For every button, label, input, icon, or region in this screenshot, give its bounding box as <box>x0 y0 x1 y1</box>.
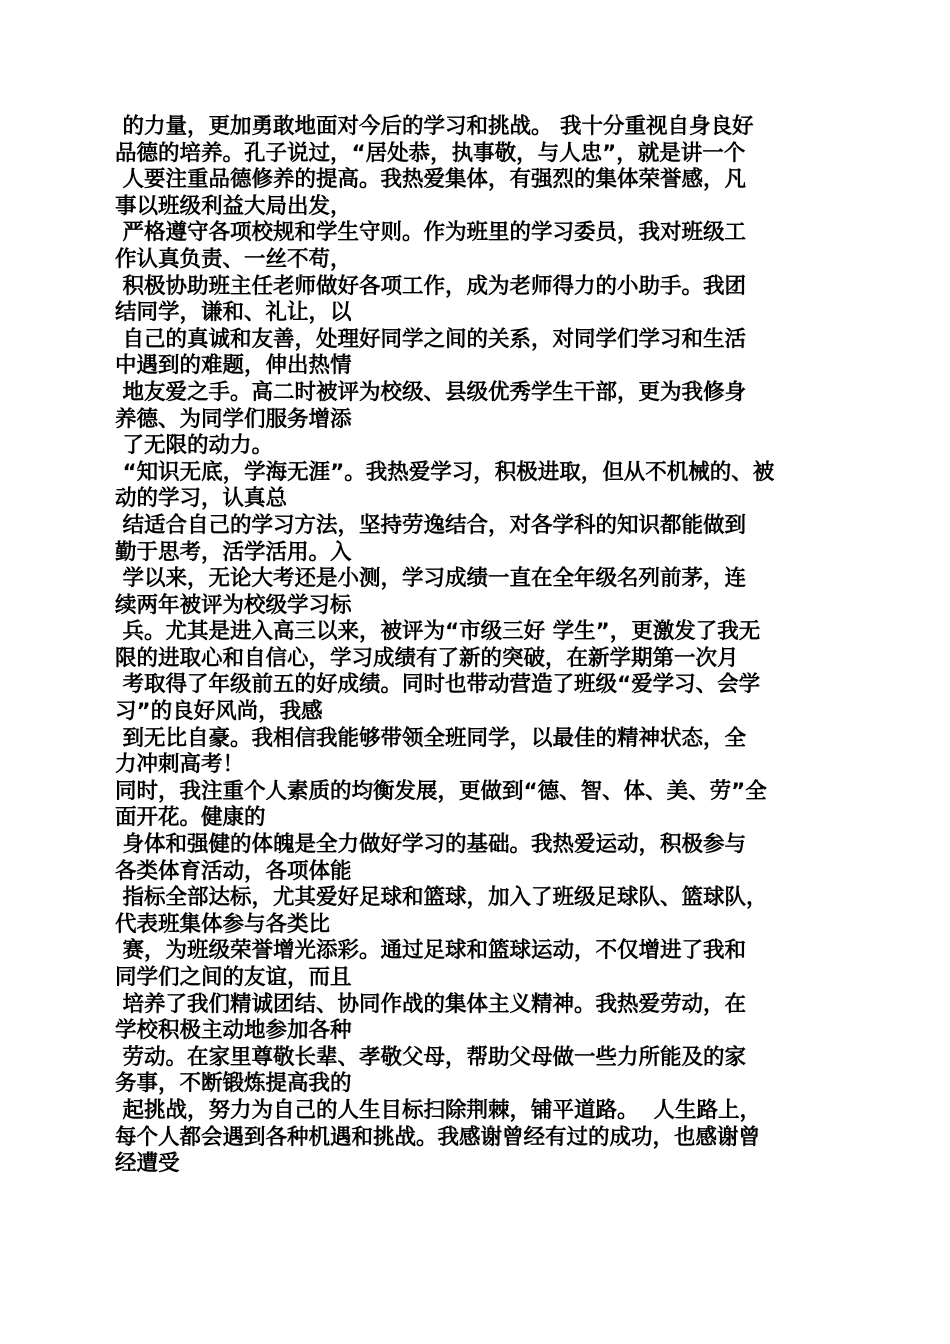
text-line: 到无比自豪。我相信我能够带领全班同学，以最佳的精神状态，全 <box>115 725 746 751</box>
body-text <box>115 114 835 1178</box>
text-line: 养德、为同学们服务增添 <box>115 406 352 432</box>
text-line: 积极协助班主任老师做好各项工作，成为老师得力的小助手。我团 <box>115 273 746 299</box>
text-line: 劳动。在家里尊敬长辈、孝敬父母，帮助父母做一些力所能及的家 <box>115 1044 746 1070</box>
text-line: 学校积极主动地参加各种 <box>115 1018 352 1044</box>
text-line: 地友爱之手。高二时被评为校级、县级优秀学生干部，更为我修身 <box>115 379 746 405</box>
text-line: 赛，为班级荣誉增光添彩。通过足球和篮球运动，不仅增进了我和 <box>115 938 746 964</box>
text-line: 起挑战，努力为自己的人生目标扫除荆棘，铺平道路。 人生路上， <box>115 1097 761 1123</box>
text-line: 兵。尤其是进入高三以来，被评为“市级三好 学生”，更激发了我无 <box>115 619 761 645</box>
text-line: 品德的培养。孔子说过，“居处恭，执事敬，与人忠”，就是讲一个 <box>115 140 746 166</box>
text-line: 勤于思考，活学活用。入 <box>115 539 352 565</box>
text-line: “知识无底，学海无涯”。我热爱学习，积极进取，但从不机械的、被 <box>115 459 775 485</box>
text-line: 严格遵守各项校规和学生守则。作为班里的学习委员，我对班级工 <box>115 220 746 246</box>
text-line: 面开花。健康的 <box>115 805 266 831</box>
text-line: 培养了我们精诚团结、协同作战的集体主义精神。我热爱劳动，在 <box>115 991 746 1017</box>
text-line: 动的学习，认真总 <box>115 486 288 512</box>
text-line: 限的进取心和自信心，学习成绩有了新的突破，在新学期第一次月 <box>115 645 739 671</box>
text-line: 身体和强健的体魄是全力做好学习的基础。我热爱运动，积极参与 <box>115 832 746 858</box>
text-line: 的力量，更加勇敢地面对今后的学习和挑战。 我十分重视自身良好 <box>115 114 754 139</box>
text-line: 代表班集体参与各类比 <box>115 911 331 937</box>
text-line: 指标全部达标，尤其爱好足球和篮球，加入了班级足球队、篮球队， <box>115 885 768 911</box>
text-line: 人要注重品德修养的提高。我热爱集体，有强烈的集体荣誉感，凡 <box>115 167 746 193</box>
text-line: 自己的真诚和友善，处理好同学之间的关系，对同学们学习和生活 <box>115 326 746 352</box>
text-line: 经遭受 <box>115 1151 180 1177</box>
text-line: 各类体育活动，各项体能 <box>115 858 352 884</box>
text-line: 中遇到的难题，伸出热情 <box>115 353 352 379</box>
text-line: 了无限的动力。 <box>115 433 273 459</box>
text-line: 习”的良好风尚，我感 <box>115 699 323 725</box>
text-line: 结适合自己的学习方法，坚持劳逸结合，对各学科的知识都能做到 <box>115 512 746 538</box>
text-line: 同学们之间的友谊，而且 <box>115 965 352 990</box>
text-line: 同时，我注重个人素质的均衡发展，更做到“德、智、体、美、劳”全 <box>115 778 767 804</box>
text-line: 学以来，无论大考还是小测，学习成绩一直在全年级名列前茅，连 <box>115 566 746 592</box>
text-line: 力冲刺高考！ <box>115 752 245 778</box>
text-line: 作认真负责、一丝不苟， <box>115 246 352 272</box>
text-line: 结同学，谦和、礼让，以 <box>115 300 352 326</box>
text-line: 每个人都会遇到各种机遇和挑战。我感谢曾经有过的成功，也感谢曾 <box>115 1124 761 1150</box>
text-line: 务事，不断锻炼提高我的 <box>115 1071 352 1097</box>
text-line: 事以班级利益大局出发， <box>115 193 352 219</box>
text-line: 续两年被评为校级学习标 <box>115 592 352 618</box>
text-line: 考取得了年级前五的好成绩。同时也带动营造了班级“爱学习、会学 <box>115 672 761 698</box>
